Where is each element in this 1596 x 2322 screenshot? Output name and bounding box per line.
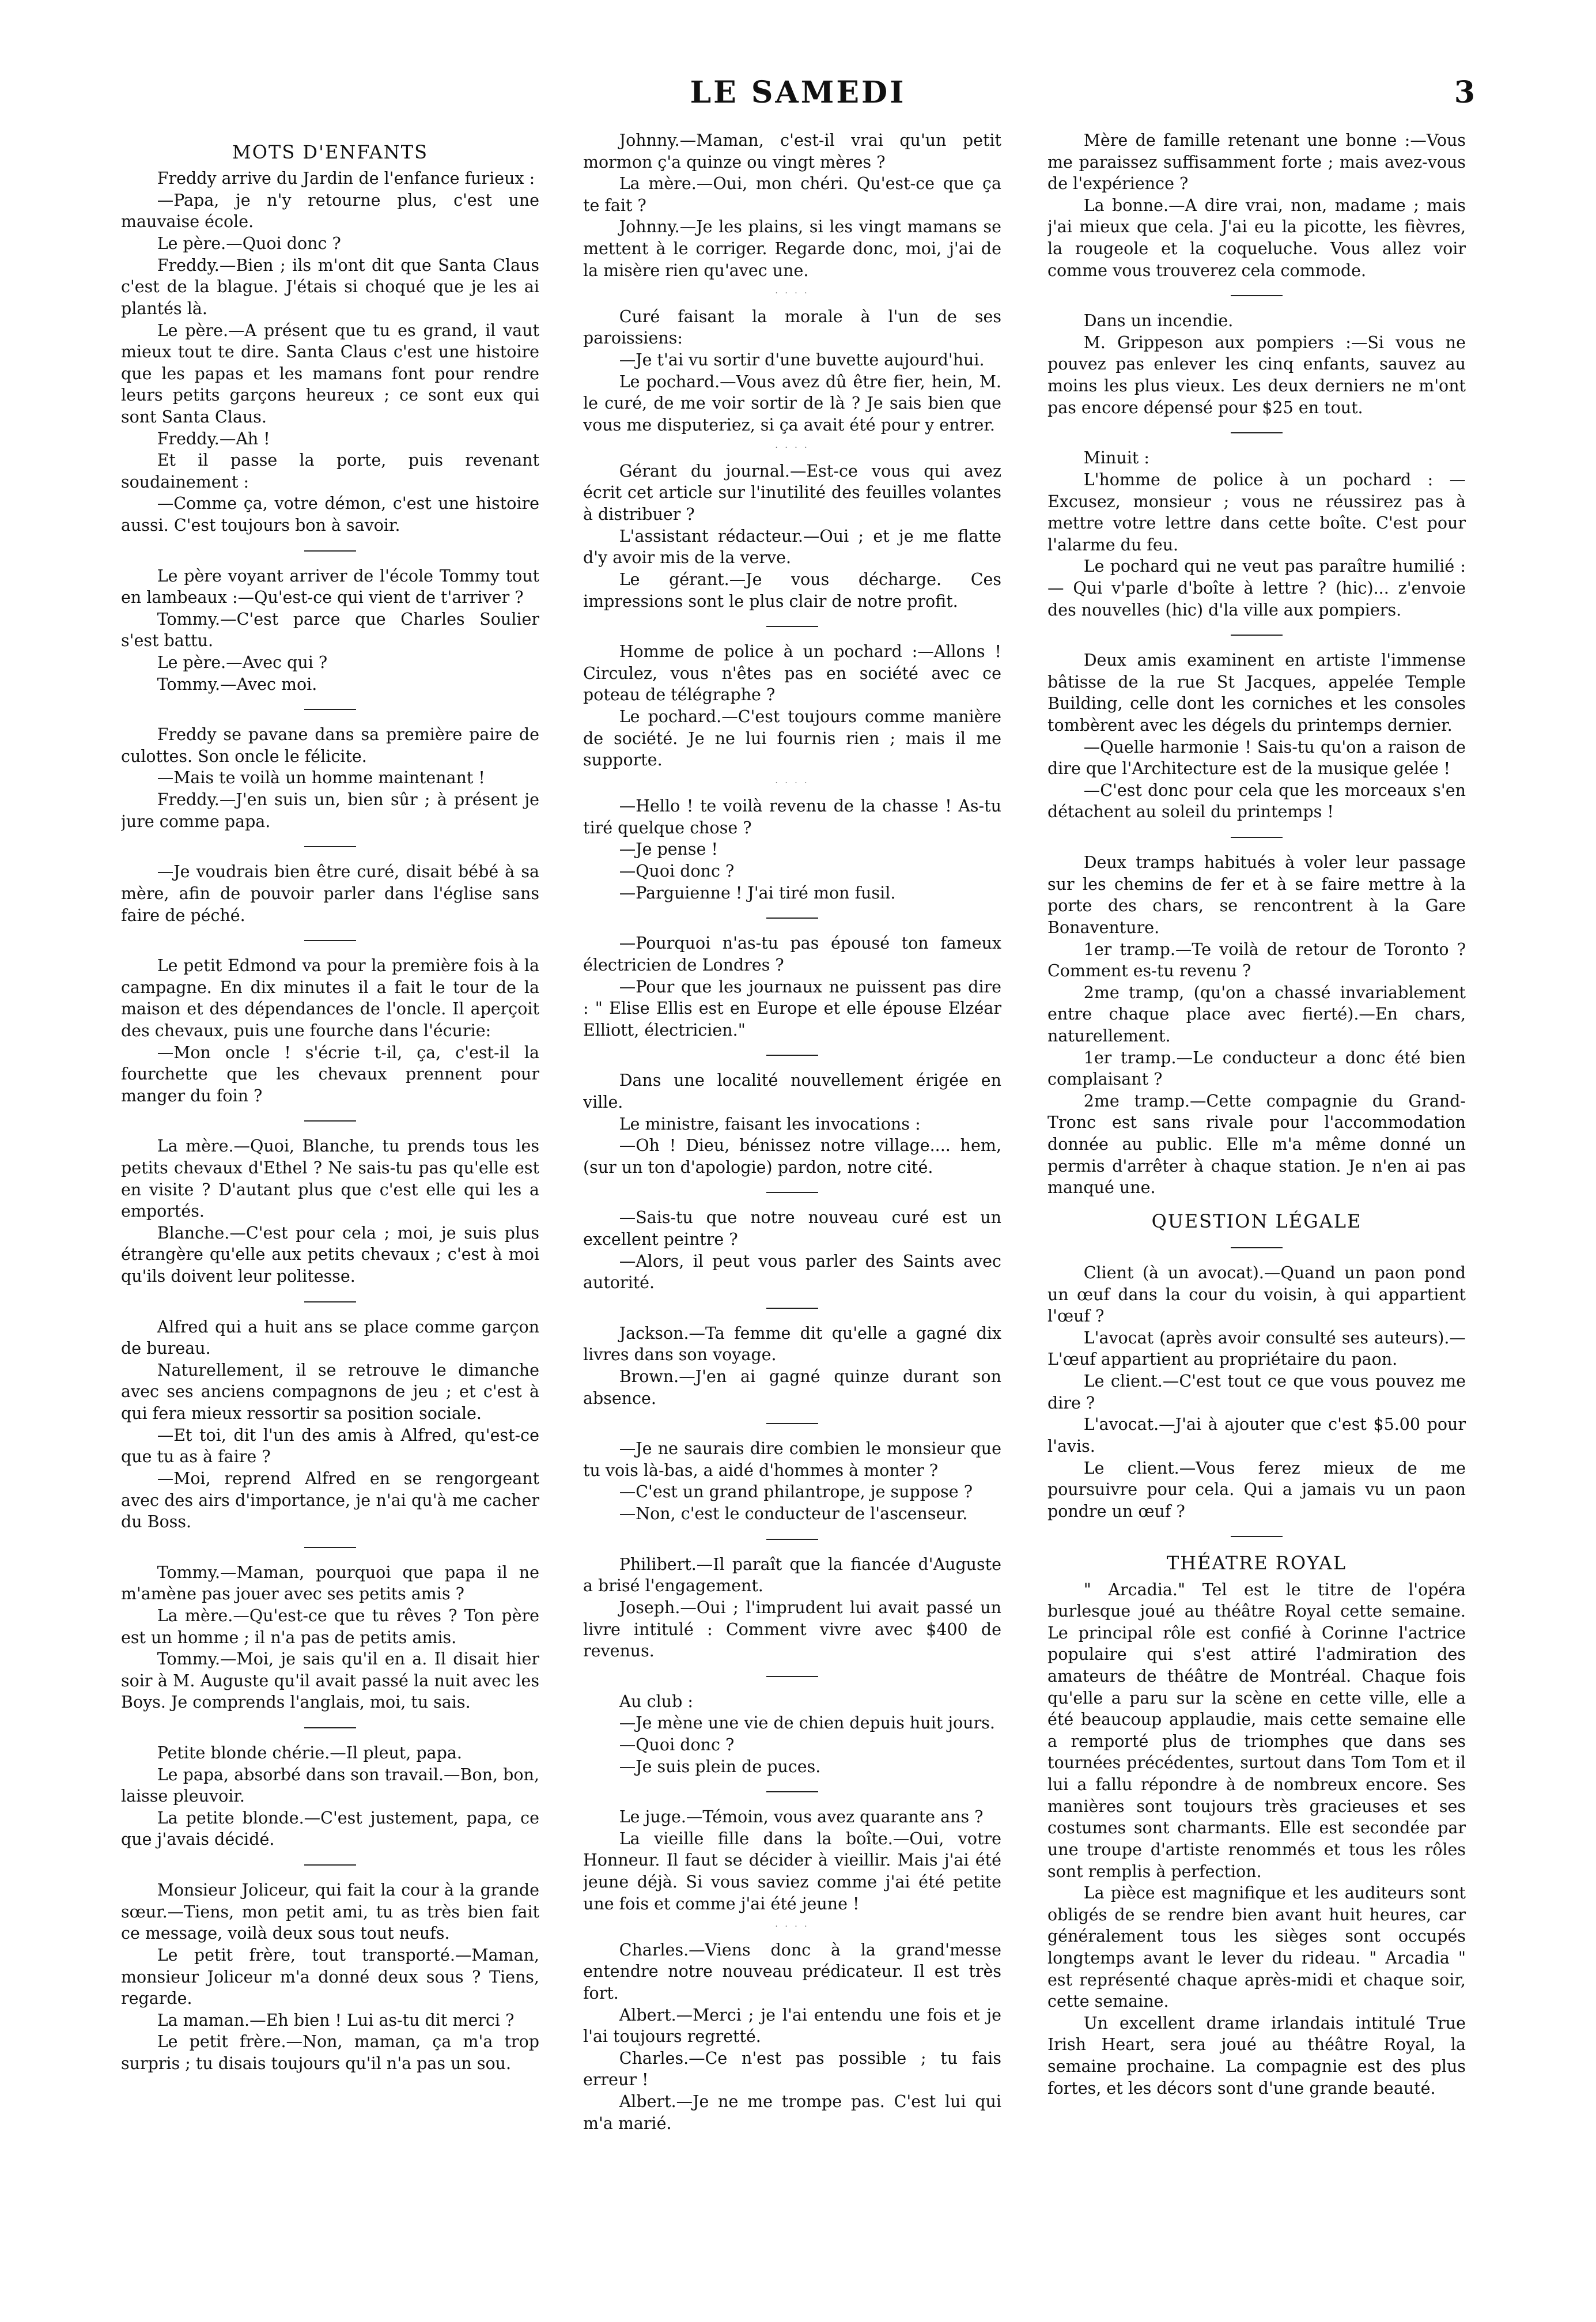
paragraph: Tommy.—C'est parce que Charles Soulier s'est battu. [121, 609, 539, 651]
paragraph: Le ministre, faisant les invocations : [619, 1114, 921, 1134]
separator-rule [304, 1864, 356, 1866]
paragraph: Mère de famille retenant une bonne :—Vous me paraissez suffisamment forte ; mais avez-vous de l'expérience ? [1047, 131, 1466, 194]
page-number: 3 [1454, 75, 1475, 110]
paragraph: Albert.—Merci ; je l'ai entendu une fois et je l'ai toujours regretté. [583, 2005, 1001, 2047]
paragraph: Dans un incendie. [1083, 311, 1234, 331]
separator-dots: · · · · [775, 1922, 810, 1932]
paragraph: La mère.—Oui, mon chéri. Qu'est-ce que ça te fait ? [583, 174, 1001, 215]
paragraph: Le pochard.—Vous avez dû être fier, hein, M. le curé, de me voir sortir de là ? Je sais bien que vous me disputeriez, si ça avait été pour y entrer. [583, 372, 1001, 435]
paragraph: Le client.—Vous ferez mieux de me poursuivre pour cela. Qui a jamais vu un paon pondre un œuf ? [1047, 1458, 1466, 1521]
paragraph: L'assistant rédacteur.—Oui ; et je me flatte d'y avoir mis de la verve. [583, 526, 1001, 568]
paragraph: Dans une localité nouvellement érigée en ville. [583, 1071, 1001, 1112]
column-left [121, 130, 539, 2297]
paragraph: Freddy arrive du Jardin de l'enfance furieux : [157, 169, 535, 188]
paragraph: —Quelle harmonie ! Sais-tu qu'on a raison de dire que l'Architecture est de la musique gelée ! [1047, 737, 1466, 779]
paragraph: Tommy.—Moi, je sais qu'il en a. Il disait hier soir à M. Auguste qu'il avait passé la nuit avec les Boys. Je comprends l'anglais, moi, tu sais. [121, 1649, 539, 1712]
separator-rule [766, 1192, 818, 1193]
section-heading: THÉATRE ROYAL [1166, 1552, 1347, 1575]
paragraph: La mère.—Qu'est-ce que tu rêves ? Ton père est un homme ; il n'a pas de petits amis. [121, 1606, 539, 1647]
paragraph: Deux tramps habitués à voler leur passage sur les chemins de fer et à se faire mettre à la porte des chars, se rencontrent à la Gare Bonaventure. [1047, 853, 1466, 937]
paragraph: —C'est donc pour cela que les morceaux s'en détachent au soleil du printemps ! [1047, 780, 1466, 822]
paragraph: M. Grippeson aux pompiers :—Si vous ne pouvez pas enlever les cinq enfants, sauvez au moins les plus vieux. Les deux derniers ne m'ont pas encore dépensé pour $25 en tout. [1047, 333, 1466, 417]
paragraph: La pièce est magnifique et les auditeurs sont obligés de se rendre bien avant huit heures, car généralement tous les sièges sont occupés longtemps avant le lever du rideau. " Arcadia " est représenté chaque après-midi et chaque soir, cette semaine. [1047, 1883, 1466, 2011]
paragraph: L'avocat (après avoir consulté ses auteurs).— L'œuf appartient au propriétaire du paon. [1047, 1328, 1466, 1369]
section-heading: MOTS D'ENFANTS [232, 141, 429, 163]
paragraph: Albert.—Je ne me trompe pas. C'est lui qui m'a marié. [583, 2091, 1001, 2133]
paragraph: Petite blonde chérie.—Il pleut, papa. [157, 1743, 462, 1763]
paragraph: Le petit Edmond va pour la première fois à la campagne. En dix minutes il a fait le tour de la maison et des dépendances de l'oncle. Il aperçoit des chevaux, puis une fourche dans l'écurie: [121, 956, 539, 1040]
paragraph: —Pour que les journaux ne puissent pas dire : " Elise Ellis est en Europe et elle épouse Elzéar Elliott, électricien." [583, 977, 1001, 1040]
paragraph: —Je mène une vie de chien depuis huit jours. [619, 1713, 995, 1733]
paragraph: Le père.—Avec qui ? [157, 653, 328, 673]
paragraph: Blanche.—C'est pour cela ; moi, je suis plus étrangère qu'elle aux petits chevaux ; c'est à moi qu'ils doivent leur politesse. [121, 1223, 539, 1286]
paragraph: —Oh ! Dieu, bénissez notre village.... hem, (sur un ton d'apologie) pardon, notre cité. [583, 1136, 1001, 1177]
paragraph: Charles.—Ce n'est pas possible ; tu fais erreur ! [583, 2048, 1001, 2090]
paragraph: Freddy.—J'en suis un, bien sûr ; à présent je jure comme papa. [121, 790, 539, 831]
paragraph: —C'est un grand philantrope, je suppose ? [619, 1482, 973, 1502]
separator-dots: · · · · [775, 778, 810, 788]
paragraph: La petite blonde.—C'est justement, papa, ce que j'avais décidé. [121, 1808, 539, 1849]
separator-rule [766, 1308, 818, 1309]
paragraph: —Papa, je n'y retourne plus, c'est une mauvaise école. [121, 190, 539, 232]
paragraph: Un excellent drame irlandais intitulé True Irish Heart, sera joué au théâtre Royal, la semaine prochaine. La compagnie est des plus fortes, et les décors sont d'une grande beauté. [1047, 2013, 1466, 2098]
separator-rule [1231, 1536, 1283, 1537]
paragraph: Le papa, absorbé dans son travail.—Bon, bon, laisse pleuvoir. [121, 1765, 539, 1806]
separator-rule [304, 550, 356, 552]
paragraph: —Je voudrais bien être curé, disait bébé à sa mère, afin de pouvoir parler dans l'église sans faire de péché. [121, 862, 539, 925]
paragraph: Freddy.—Bien ; ils m'ont dit que Santa Claus c'est de la blague. J'étais si choqué que je les ai plantés là. [121, 255, 539, 318]
paragraph: Charles.—Viens donc à la grand'messe entendre notre nouveau prédicateur. Il est très fort. [583, 1940, 1001, 2003]
paragraph: —Je t'ai vu sortir d'une buvette aujourd'hui. [619, 350, 985, 369]
paragraph: Le client.—C'est tout ce que vous pouvez me dire ? [1047, 1372, 1466, 1413]
paragraph: Tommy.—Avec moi. [157, 674, 317, 694]
separator-rule [304, 846, 356, 847]
paragraph: Homme de police à un pochard :—Allons ! Circulez, vous n'êtes pas en société avec ce poteau de télégraphe ? [583, 642, 1001, 705]
separator-rule [766, 1055, 818, 1056]
paragraph: Joseph.—Oui ; l'imprudent lui avait passé un livre intitulé : Comment vivre avec $400 de revenus. [583, 1598, 1001, 1661]
paragraph: —Quoi donc ? [619, 862, 735, 881]
paragraph: 2me tramp, (qu'on a chassé invariablement entre chaque place avec fierté).—En chars, naturellement. [1047, 983, 1466, 1045]
paragraph: —Je pense ! [619, 840, 718, 859]
paragraph: Jackson.—Ta femme dit qu'elle a gagné dix livres dans son voyage. [583, 1323, 1001, 1365]
paragraph: Deux amis examinent en artiste l'immense bâtisse de la rue St Jacques, appelée Temple Building, celle dont les corniches et les consoles tombèrent avec les dégels du printemps dernier. [1047, 651, 1466, 735]
separator-rule [766, 1791, 818, 1792]
paragraph: Au club : [619, 1692, 694, 1711]
paragraph: Brown.—J'en ai gagné quinze durant son absence. [583, 1367, 1001, 1408]
paragraph: Freddy.—Ah ! [157, 429, 270, 448]
paragraph: Alfred qui a huit ans se place comme garçon de bureau. [121, 1317, 539, 1358]
paragraph: 1er tramp.—Le conducteur a donc été bien complaisant ? [1047, 1048, 1466, 1089]
paragraph: Le petit frère.—Non, maman, ça m'a trop surpris ; tu disais toujours qu'il n'a pas un sou. [121, 2032, 539, 2073]
paragraph: —Moi, reprend Alfred en se rengorgeant avec des airs d'importance, je n'ai qu'à me cacher du Boss. [121, 1468, 539, 1532]
paragraph: Le père.—Quoi donc ? [157, 234, 341, 254]
separator-rule [1231, 1247, 1283, 1248]
paragraph: Le père voyant arriver de l'école Tommy tout en lambeaux :—Qu'est-ce qui vient de t'arriver ? [121, 566, 539, 607]
section-heading: QUESTION LÉGALE [1151, 1210, 1362, 1232]
separator-rule [766, 918, 818, 919]
separator-dots: · · · · [775, 289, 810, 299]
separator-rule [766, 1423, 818, 1424]
paragraph: Le petit frère, tout transporté.—Maman, monsieur Joliceur m'a donné deux sous ? Tiens, regarde. [121, 1945, 539, 2008]
paragraph: 1er tramp.—Te voilà de retour de Toronto ? Comment es-tu revenu ? [1047, 939, 1466, 981]
separator-rule [1231, 837, 1283, 838]
separator-rule [304, 1120, 356, 1122]
paragraph: —Parguienne ! J'ai tiré mon fusil. [619, 883, 896, 903]
column-middle [583, 130, 1001, 2297]
paragraph: Naturellement, il se retrouve le dimanche avec ses anciens compagnons de jeu ; et c'est à qui fera mieux ressortir sa position sociale. [121, 1360, 539, 1424]
paragraph: Le pochard.—C'est toujours comme manière de société. Je ne lui fournis rien ; mais il me supporte. [583, 707, 1001, 770]
separator-rule [1231, 295, 1283, 296]
paragraph: —Hello ! te voilà revenu de la chasse ! As-tu tiré quelque chose ? [583, 796, 1001, 837]
page-header [121, 75, 1475, 121]
paragraph: Philibert.—Il paraît que la fiancée d'Auguste a brisé l'engagement. [583, 1554, 1001, 1596]
paragraph: —Je ne saurais dire combien le monsieur que tu vois là-bas, a aidé d'hommes à monter ? [583, 1439, 1001, 1480]
paragraph: Le pochard qui ne veut pas paraître humilié :— Qui v'parle d'boîte à lettre ? (hic)... z'envoie des nouvelles (hic) d'la ville aux pompiers. [1047, 557, 1466, 620]
separator-rule [304, 709, 356, 710]
paragraph: —Quoi donc ? [619, 1735, 735, 1754]
separator-rule [304, 1727, 356, 1728]
paragraph: La bonne.—A dire vrai, non, madame ; mais j'ai mieux que cela. J'ai eu la picotte, les fièvres, la rougeole et la coqueluche. Vous allez voir comme vous trouverez cela commode. [1047, 195, 1466, 280]
paragraph: Le juge.—Témoin, vous avez quarante ans ? [619, 1807, 984, 1827]
paragraph: Le père.—A présent que tu es grand, il vaut mieux tout te dire. Santa Claus c'est une histoire que les papas et les mamans font pour rendre leurs petits garçons heureux ; ce sont eux qui sont Santa Claus. [121, 320, 539, 426]
paragraph: Le gérant.—Je vous décharge. Ces impressions sont le plus clair de notre profit. [583, 569, 1001, 611]
separator-rule [766, 1676, 818, 1677]
paragraph: —Mais te voilà un homme maintenant ! [157, 768, 485, 788]
paragraph: —Mon oncle ! s'écrie t-il, ça, c'est-il la fourchette que les chevaux prennent pour manger du foin ? [121, 1043, 539, 1105]
column-right [1047, 130, 1466, 2297]
paragraph: L'avocat.—J'ai à ajouter que c'est $5.00 pour l'avis. [1047, 1415, 1466, 1456]
paragraph: " Arcadia." Tel est le titre de l'opéra burlesque joué au théâtre Royal cette semaine. Le principal rôle est confié à Corinne l'actrice populaire qui s'est attiré l'admiration des amateurs de théâtre de Montréal. Chaque fois qu'elle a paru sur la scène en cette ville, elle a été beaucoup applaudie, mais cette semaine elle a remporté plus de triomphes que dans ses tournées précédentes, surtout dans Tom Tom et il lui a fallu répondre à de nombreux encore. Ses manières sont toujours très gracieuses et ses costumes sont charmants. Elle est secondée par une troupe d'artiste renommés et tous les rôles sont remplis à perfection. [1047, 1580, 1466, 1881]
paragraph: —Et toi, dit l'un des amis à Alfred, qu'est-ce que tu as à faire ? [121, 1425, 539, 1467]
paragraph: Monsieur Joliceur, qui fait la cour à la grande sœur.—Tiens, mon petit ami, tu as très bien fait ce message, voilà deux sous tout neufs. [121, 1881, 539, 1943]
newspaper-title: LE SAMEDI [690, 75, 906, 110]
separator-rule [1231, 432, 1283, 433]
paragraph: La vieille fille dans la boîte.—Oui, votre Honneur. Il faut se décider à vieillir. Mais j'ai été jeune déjà. Si vous saviez comme j'ai été petite une fois et comme j'ai été jeune ! [583, 1829, 1001, 1913]
paragraph: Minuit : [1083, 448, 1149, 468]
paragraph: Client (à un avocat).—Quand un paon pond un œuf dans la cour du voisin, à qui appartient l'œuf ? [1047, 1263, 1466, 1326]
paragraph: Tommy.—Maman, pourquoi que papa il ne m'amène pas jouer avec ses petits amis ? [121, 1562, 539, 1604]
separator-rule [1231, 635, 1283, 636]
paragraph: La maman.—Eh bien ! Lui as-tu dit merci ? [157, 2010, 515, 2030]
paragraph: —Pourquoi n'as-tu pas épousé ton fameux électricien de Londres ? [583, 934, 1001, 975]
paragraph: Et il passe la porte, puis revenant soudainement : [121, 451, 539, 492]
paragraph: Freddy se pavane dans sa première paire de culottes. Son oncle le félicite. [121, 725, 539, 766]
paragraph: Gérant du journal.—Est-ce vous qui avez écrit cet article sur l'inutilité des feuilles volantes à distribuer ? [583, 461, 1001, 524]
paragraph: Johnny.—Maman, c'est-il vrai qu'un petit mormon ç'a quinze ou vingt mères ? [583, 131, 1001, 172]
paragraph: —Alors, il peut vous parler des Saints avec autorité. [583, 1251, 1001, 1293]
separator-rule [766, 1539, 818, 1540]
paragraph: —Comme ça, votre démon, c'est une histoire aussi. C'est toujours bon à savoir. [121, 494, 539, 535]
separator-rule [304, 1547, 356, 1548]
paragraph: Johnny.—Je les plains, si les vingt mamans se mettent à le corriger. Regarde donc, moi, j'ai de la misère rien qu'avec une. [583, 217, 1001, 280]
paragraph: 2me tramp.—Cette compagnie du Grand-Tronc est sans rivale pour l'accommodation donnée au public. Elle m'a même donné un permis d'arrêter à chaque station. Je n'en ai pas manqué une. [1047, 1091, 1466, 1198]
separator-rule [766, 626, 818, 627]
paragraph: Curé faisant la morale à l'un de ses paroissiens: [583, 307, 1001, 348]
separator-rule [304, 1301, 356, 1302]
paragraph: —Sais-tu que notre nouveau curé est un excellent peintre ? [583, 1208, 1001, 1249]
paragraph: —Je suis plein de puces. [619, 1757, 821, 1776]
separator-rule [304, 940, 356, 941]
paragraph: —Non, c'est le conducteur de l'ascenseur. [619, 1504, 968, 1524]
paragraph: La mère.—Quoi, Blanche, tu prends tous les petits chevaux d'Ethel ? Ne sais-tu pas qu'elle est en visite ? D'autant plus que c'est elle qui les a emportés. [121, 1137, 539, 1221]
paragraph: L'homme de police à un pochard : — Excusez, monsieur ; vous ne réussirez pas à mettre votre lettre dans cette boîte. C'est pour l'alarme du feu. [1047, 470, 1466, 554]
separator-dots: · · · · [775, 443, 810, 453]
